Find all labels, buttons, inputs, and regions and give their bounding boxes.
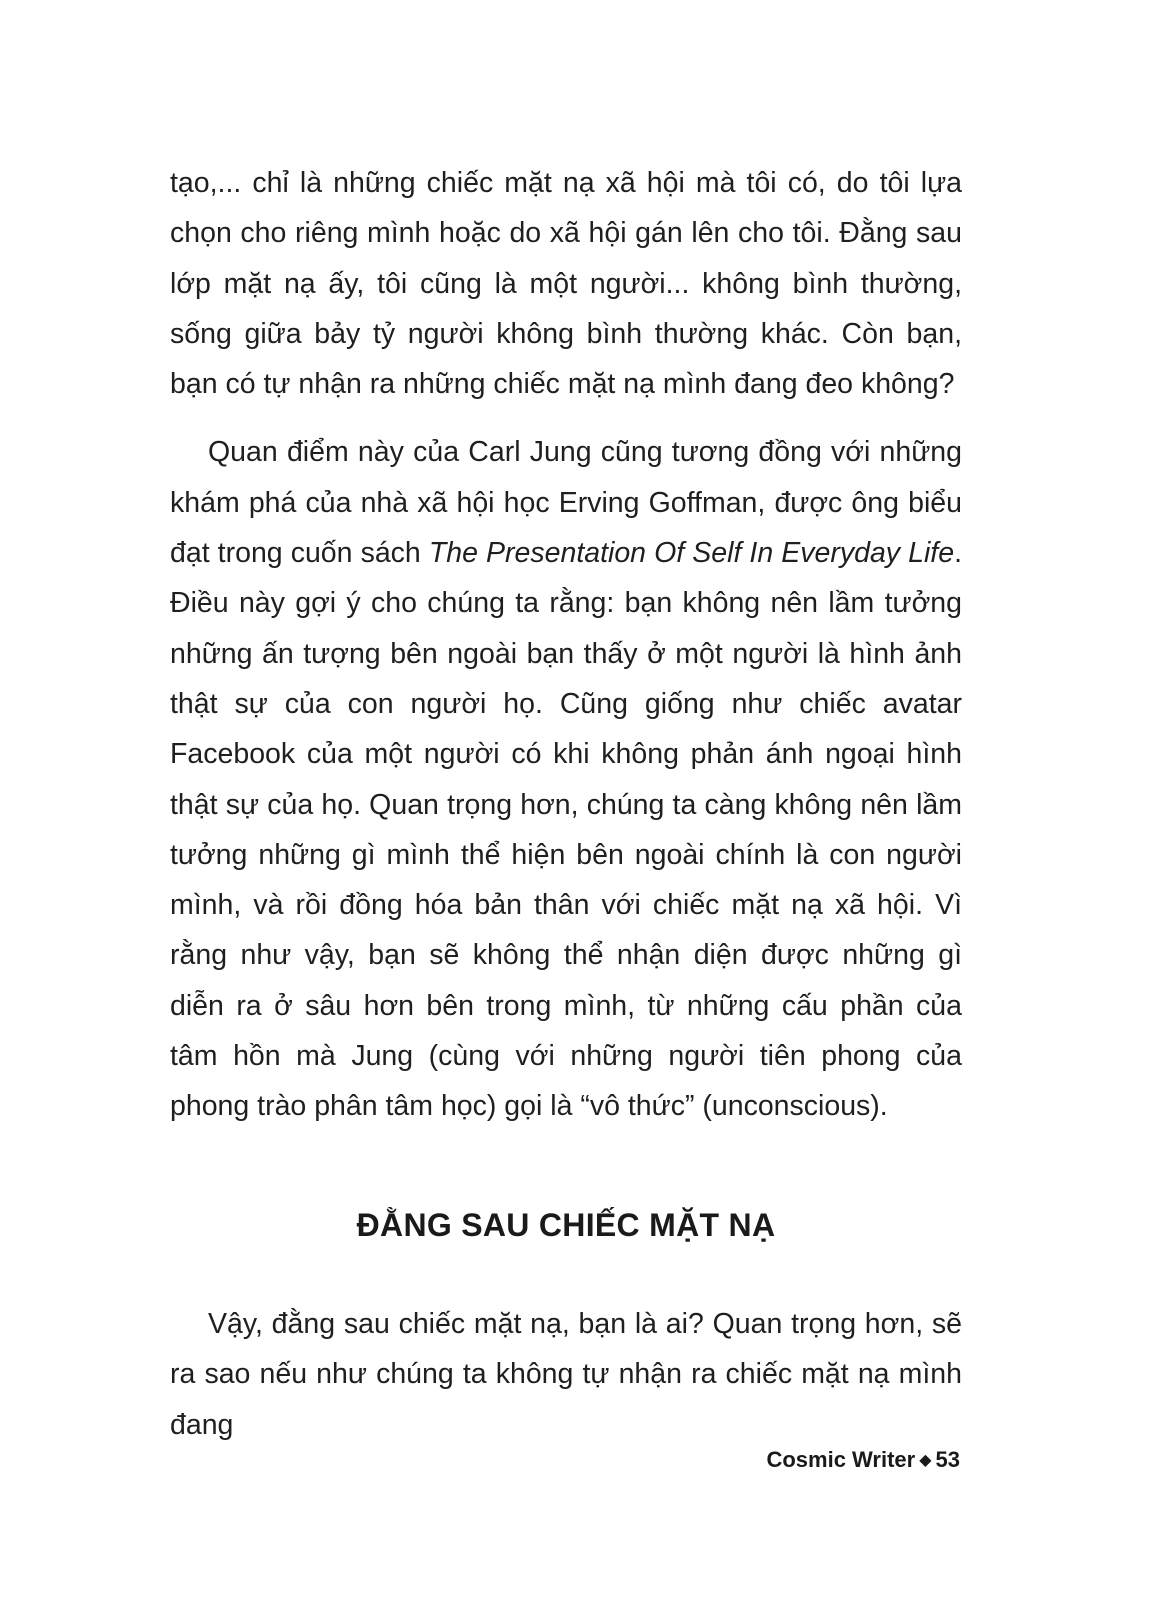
page-footer bbox=[766, 1444, 960, 1477]
paragraph-2-text-after: . Điều này gợi ý cho chúng ta rằng: bạn không nên lầm tưởng những ấn tượng bên ngoài bạn thấy ở một người là hình ảnh thật sự của con người họ. Cũng giống như chiếc avatar Facebook của một người có khi không phản ánh ngoại hình thật sự của họ. Quan trọng hơn, chúng ta càng không nên lầm tưởng những gì mình thể hiện bên ngoài chính là con người mình, và rồi đồng hóa bản thân với chiếc mặt nạ xã hội. Vì rằng như vậy, bạn sẽ không thể nhận diện được những gì diễn ra ở sâu hơn bên trong mình, từ những cấu phần của tâm hồn mà Jung (cùng với những người tiên phong của phong trào phân tâm học) gọi là “vô thức” (unconscious). bbox=[170, 537, 962, 1123]
footer-publisher: Cosmic Writer bbox=[766, 1447, 916, 1472]
page-number: 53 bbox=[935, 1447, 960, 1472]
paragraph-2 bbox=[170, 427, 962, 1131]
paragraph-1: tạo,... chỉ là những chiếc mặt nạ xã hội mà tôi có, do tôi lựa chọn cho riêng mình hoặc do xã hội gán lên cho tôi. Đằng sau lớp mặt nạ ấy, tôi cũng là một người... không bình thường, sống giữa bảy tỷ người không bình thường khác. Còn bạn, bạn có tự nhận ra những chiếc mặt nạ mình đang đeo không? bbox=[170, 167, 962, 401]
book-title: The Presentation Of Self In Everyday Life bbox=[428, 537, 955, 570]
section-heading: ĐẰNG SAU CHIẾC MẶT NẠ bbox=[356, 1207, 776, 1243]
paragraph-3: Vậy, đằng sau chiếc mặt nạ, bạn là ai? Quan trọng hơn, sẽ ra sao nếu như chúng ta không tự nhận ra chiếc mặt nạ mình đang bbox=[170, 1308, 962, 1441]
section-body bbox=[170, 1299, 962, 1450]
paragraph-2-text-before: Quan điểm này của Carl Jung cũng tương đồng với những khám phá của nhà xã hội học Erving Goffman, được ông biểu đạt trong cuốn sách bbox=[170, 436, 962, 570]
page-body bbox=[170, 158, 962, 1132]
diamond-separator-icon: ◆ bbox=[919, 1452, 932, 1469]
